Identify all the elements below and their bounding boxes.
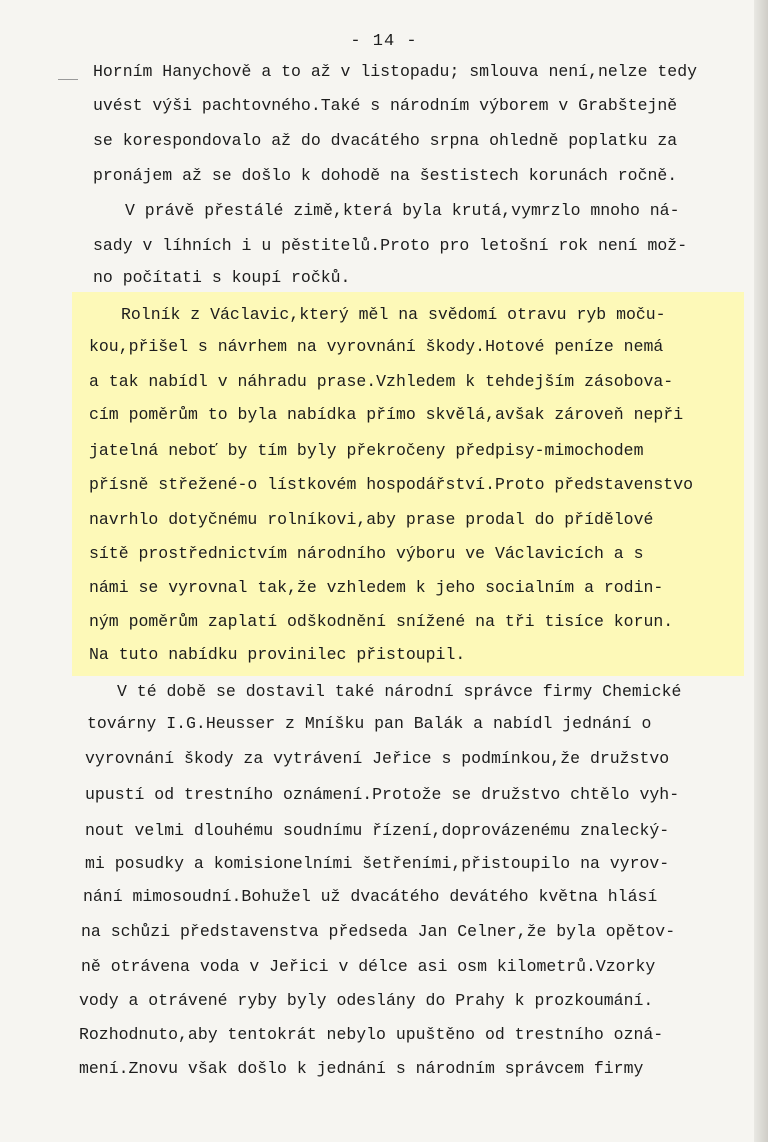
text-line: a tak nabídl v náhradu prase.Vzhledem k tehdejším zásobova- xyxy=(89,372,674,391)
text-line: se korespondovalo až do dvacátého srpna ohledně poplatku za xyxy=(93,131,678,150)
text-line: navrhlo dotyčnému rolníkovi,aby prase prodal do přídělové xyxy=(89,510,654,529)
page-edge-shadow xyxy=(754,0,768,1142)
margin-mark xyxy=(58,79,78,80)
text-line: V právě přestálé zimě,která byla krutá,vymrzlo mnoho ná- xyxy=(125,201,680,220)
text-line: mi posudky a komisionelními šetřeními,přistoupilo na vyrov- xyxy=(85,854,670,873)
text-line: vody a otrávené ryby byly odeslány do Prahy k prozkoumání. xyxy=(79,991,654,1010)
text-line: sítě prostřednictvím národního výboru ve Václavicích a s xyxy=(89,544,644,563)
text-line: V té době se dostavil také národní správce firmy Chemické xyxy=(117,682,682,701)
text-line: sady v líhních i u pěstitelů.Proto pro letošní rok není mož- xyxy=(93,236,688,255)
text-line: Horním Hanychově a to až v listopadu; smlouva není,nelze tedy xyxy=(93,62,697,81)
text-line: kou,přišel s návrhem na vyrovnání škody.Hotové peníze nemá xyxy=(89,337,664,356)
text-line: na schůzi představenstva předseda Jan Celner,že byla opětov- xyxy=(81,922,676,941)
text-line: Rolník z Václavic,který měl na svědomí otravu ryb moču- xyxy=(121,305,666,324)
text-line: ným poměrům zaplatí odškodnění snížené na tři tisíce korun. xyxy=(89,612,674,631)
page-number: - 14 - xyxy=(350,32,418,51)
text-line: Rozhodnuto,aby tentokrát nebylo upuštěno od trestního ozná- xyxy=(79,1025,664,1044)
text-line: ně otrávena voda v Jeřici v délce asi osm kilometrů.Vzorky xyxy=(81,957,656,976)
text-line: cím poměrům to byla nabídka přímo skvělá,avšak zároveň nepři xyxy=(89,405,684,424)
text-line: továrny I.G.Heusser z Mníšku pan Balák a nabídl jednání o xyxy=(87,714,652,733)
text-line: námi se vyrovnal tak,že vzhledem k jeho socialním a rodin- xyxy=(89,578,664,597)
text-line: Na tuto nabídku provinilec přistoupil. xyxy=(89,645,466,664)
text-line: nání mimosoudní.Bohužel už dvacátého devátého května hlásí xyxy=(83,887,658,906)
text-line: přísně střežené-o lístkovém hospodářství.Proto představenstvo xyxy=(89,475,693,494)
text-line: vyrovnání škody za vytrávení Jeřice s podmínkou,že družstvo xyxy=(85,749,670,768)
text-line: nout velmi dlouhému soudnímu řízení,doprovázenému znalecký- xyxy=(85,821,670,840)
text-line: no počítati s koupí ročků. xyxy=(93,268,351,287)
text-line: mení.Znovu však došlo k jednání s národním správcem firmy xyxy=(79,1059,644,1078)
text-line: uvést výši pachtovného.Také s národním výborem v Grabštejně xyxy=(93,96,678,115)
text-line: jatelná neboť by tím byly překročeny předpisy-mimochodem xyxy=(89,441,644,460)
text-line: upustí od trestního oznámení.Protože se družstvo chtělo vyh- xyxy=(85,785,680,804)
text-line: pronájem až se došlo k dohodě na šestistech korunách ročně. xyxy=(93,166,678,185)
